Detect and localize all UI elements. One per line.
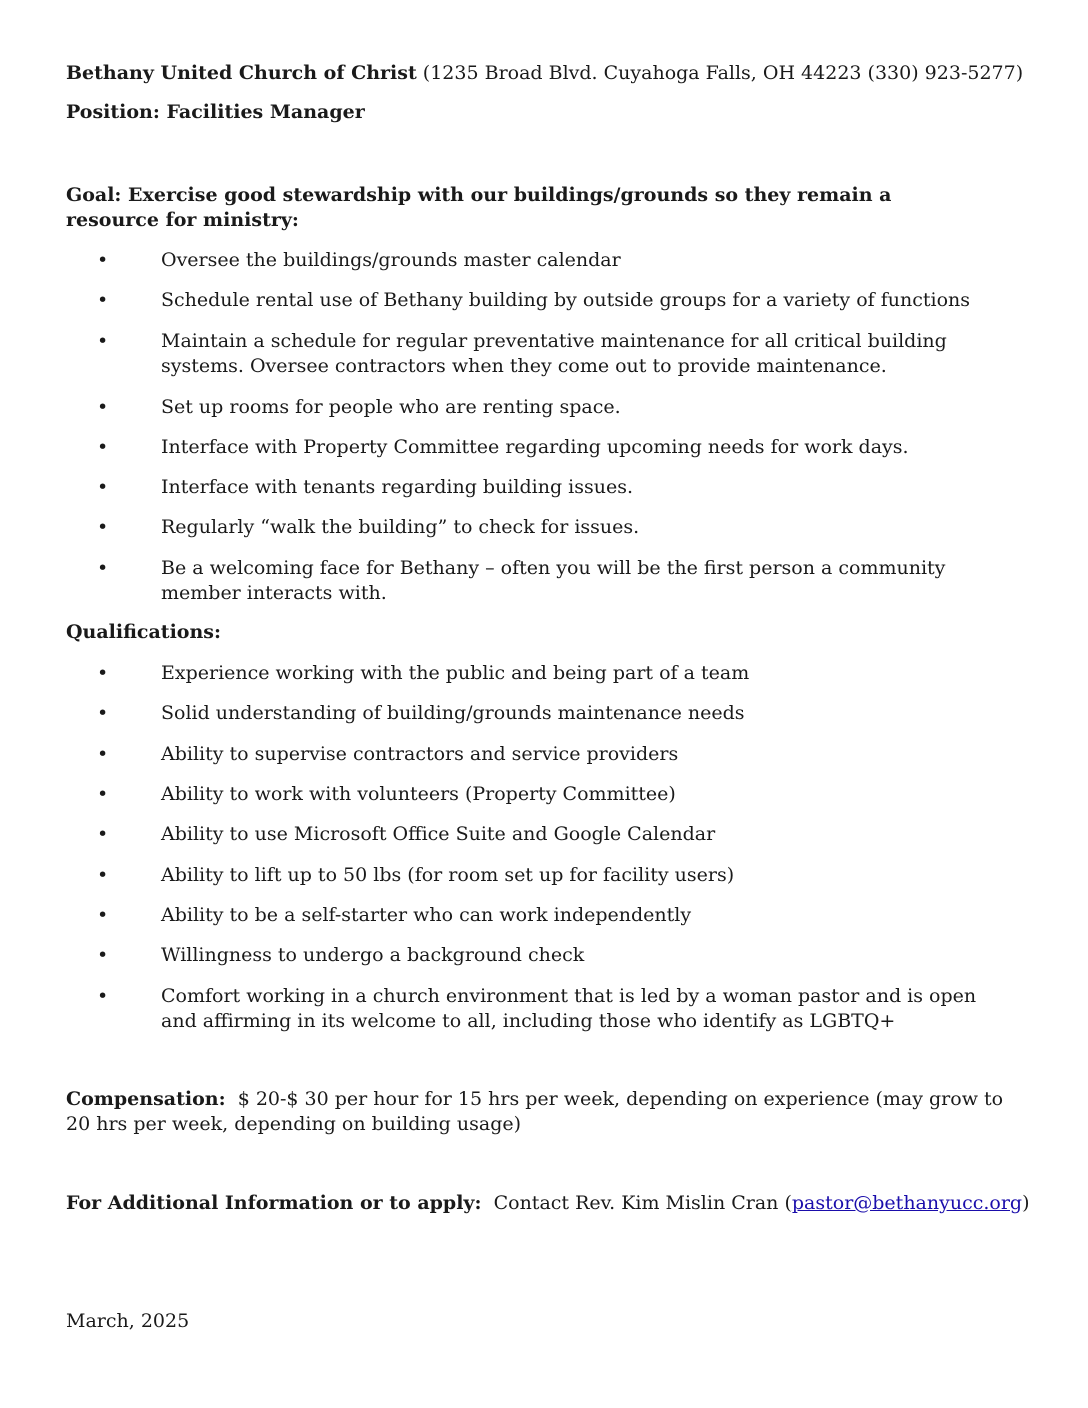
qualification-item: Solid understanding of building/grounds maintenance needs [161,702,745,724]
qualification-item: Ability to work with volunteers (Property Committee) [161,783,676,805]
contact-label: For Additional Information or to apply: [66,1192,482,1214]
bullet-icon: • [97,904,109,926]
bullet-icon: • [97,823,109,845]
goal-item: Schedule rental use of Bethany building by outside groups for a variety of functions [161,289,970,311]
compensation-paragraph [66,1087,1011,1137]
contact-text-suffix: ) [1022,1192,1030,1214]
qualification-item: Comfort working in a church environment that is led by a woman pastor and is open and affirming in its welcome to all, including those who identify as LGBTQ+ [161,985,977,1032]
qualification-item: Willingness to undergo a background check [161,944,585,966]
bullet-icon: • [97,396,109,418]
goal-item: Regularly “walk the building” to check for issues. [161,516,640,538]
contact-email-link[interactable]: pastor@bethanyucc.org [791,1192,1023,1214]
org-header [66,61,1024,86]
qualification-item: Ability to be a self-starter who can work independently [161,904,692,926]
bullet-icon: • [97,944,109,966]
qualification-item: Ability to supervise contractors and service providers [161,743,679,765]
bullet-icon: • [97,436,109,458]
goal-item: Interface with Property Committee regarding upcoming needs for work days. [161,436,909,458]
compensation-label: Compensation: [66,1088,226,1110]
org-name: Bethany United Church of Christ [66,62,417,84]
bullet-icon: • [97,289,109,311]
bullet-icon: • [97,783,109,805]
compensation-text: $ 20-$ 30 per hour for 15 hrs per week, depending on experience (may grow to 20 hrs per week, depending on building usage) [66,1088,1004,1135]
bullet-icon: • [97,985,109,1007]
bullet-icon: • [97,743,109,765]
bullet-icon: • [97,249,109,271]
bullet-icon: • [97,476,109,498]
bullet-icon: • [97,330,109,352]
position-title: Position: Facilities Manager [66,101,365,123]
qualifications-heading: Qualifications: [66,621,221,643]
bullet-icon: • [97,557,109,579]
contact-text-prefix: Contact Rev. Kim Mislin Cran ( [493,1192,792,1214]
contact-paragraph [66,1191,1030,1216]
bullet-icon: • [97,864,109,886]
goal-item: Maintain a schedule for regular preventative maintenance for all critical building systems. Oversee contractors when they come out to provide maintenance. [161,330,947,377]
qualification-item: Experience working with the public and being part of a team [161,662,750,684]
org-address: (1235 Broad Blvd. Cuyahoga Falls, OH 44223 (330) 923-5277) [422,62,1024,84]
bullet-icon: • [97,662,109,684]
qualification-item: Ability to use Microsoft Office Suite and Google Calendar [161,823,716,845]
document-date: March, 2025 [66,1310,190,1332]
qualification-item: Ability to lift up to 50 lbs (for room set up for facility users) [161,864,735,886]
bullet-icon: • [97,702,109,724]
goal-heading: Goal: Exercise good stewardship with our buildings/grounds so they remain a resource for ministry: [66,184,892,231]
goal-item: Interface with tenants regarding building issues. [161,476,634,498]
goal-item: Set up rooms for people who are renting space. [161,396,621,418]
bullet-icon: • [97,516,109,538]
goal-item: Be a welcoming face for Bethany – often you will be the first person a community member interacts with. [161,557,946,604]
goal-item: Oversee the buildings/grounds master calendar [161,249,621,271]
